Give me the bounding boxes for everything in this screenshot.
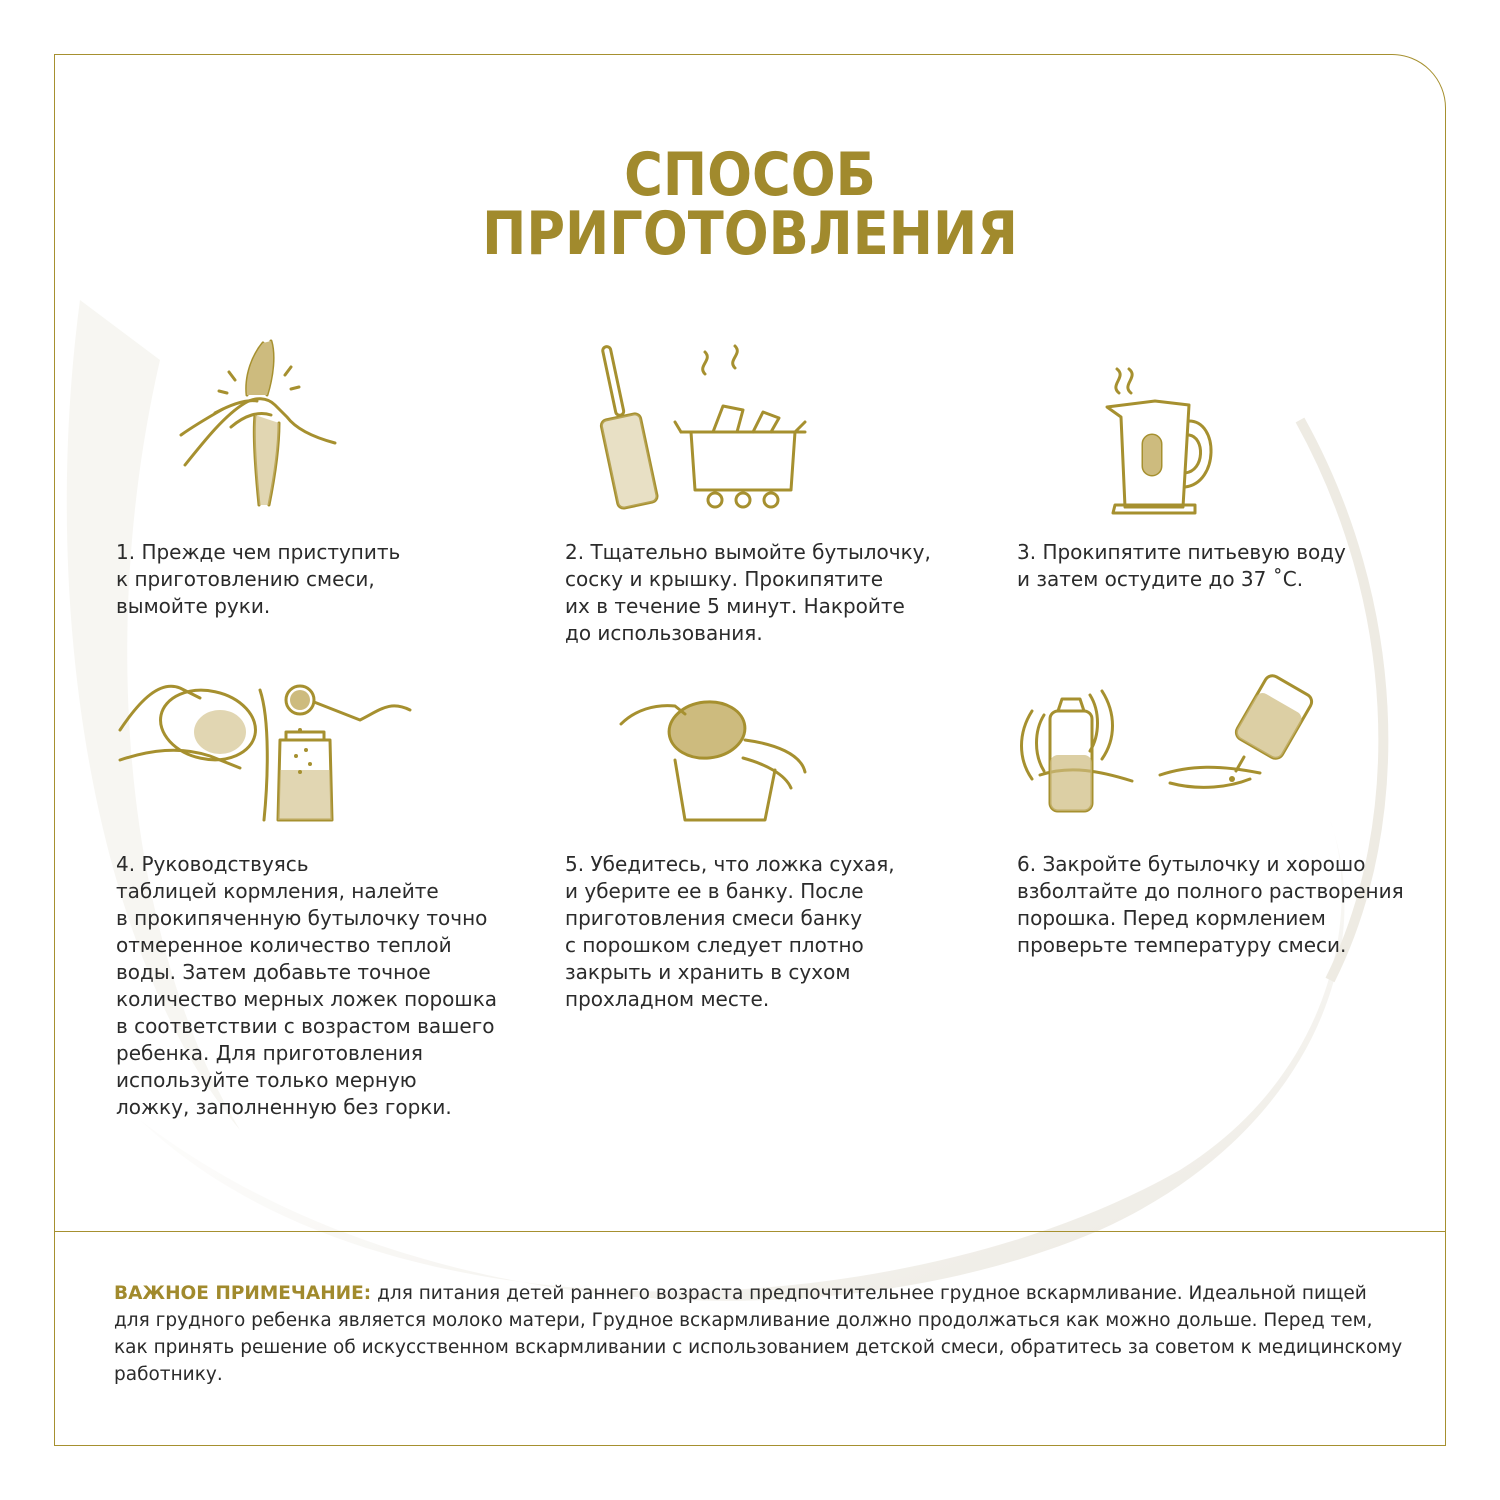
step-5-text: 5. Убедитесь, что ложка сухая, и уберите ее в банку. После приготовления смеси банку с порошком следует плотно закрыть и хранить в сухом прохладном месте. — [565, 852, 895, 1011]
important-note-text: для питания детей раннего возраста предпочтительнее грудное вскармливание. Идеальной пищей для грудного ребенка является молоко матери, Грудное вскармливание должно продолжаться как можно дольше. Перед тем, как принять решение об искусственном вскармливании с использованием детской смеси, обратитесь за советом к медицинскому работнику. — [114, 1283, 1403, 1385]
shaking-bottle-and-temperature-check-icon — [1020, 655, 1330, 830]
section-divider — [54, 1231, 1446, 1232]
page-title-line-1: СПОСОБ — [624, 140, 876, 210]
page-title-line-2: ПРИГОТОВЛЕНИЯ — [482, 199, 1018, 269]
bottle-brush-and-boiling-pot-icon — [595, 340, 815, 510]
important-note — [114, 1280, 1404, 1388]
step-6-text: 6. Закройте бутылочку и хорошо взболтайте до полного растворения порошка. Перед кормлением проверьте температуру смеси. — [1017, 852, 1404, 957]
closing-jar-lid-icon — [615, 680, 810, 825]
step-4-text: 4. Руководствуясь таблицей кормления, налейте в прокипяченную бутылочку точно отмеренное количество теплой воды. Затем добавьте точное количество мерных ложек порошка в соответствии с возрастом вашего ребенка. Для приготовления используйте только мерную ложку, заполненную без горки. — [116, 852, 498, 1119]
step-2-text: 2. Тщательно вымойте бутылочку, соску и крышку. Прокипятите их в течение 5 минут. Накройте до использования. — [565, 540, 931, 645]
step-3-text: 3. Прокипятите питьевую воду и затем остудите до 37 ˚С. — [1017, 540, 1346, 591]
hand-washing-icon — [175, 335, 345, 515]
kettle-icon — [1095, 365, 1225, 515]
important-note-label: ВАЖНОЕ ПРИМЕЧАНИЕ: — [114, 1283, 372, 1304]
measuring-scoop-and-bottle-icon — [110, 660, 420, 825]
step-1-text: 1. Прежде чем приступить к приготовлению смеси, вымойте руки. — [116, 540, 401, 618]
